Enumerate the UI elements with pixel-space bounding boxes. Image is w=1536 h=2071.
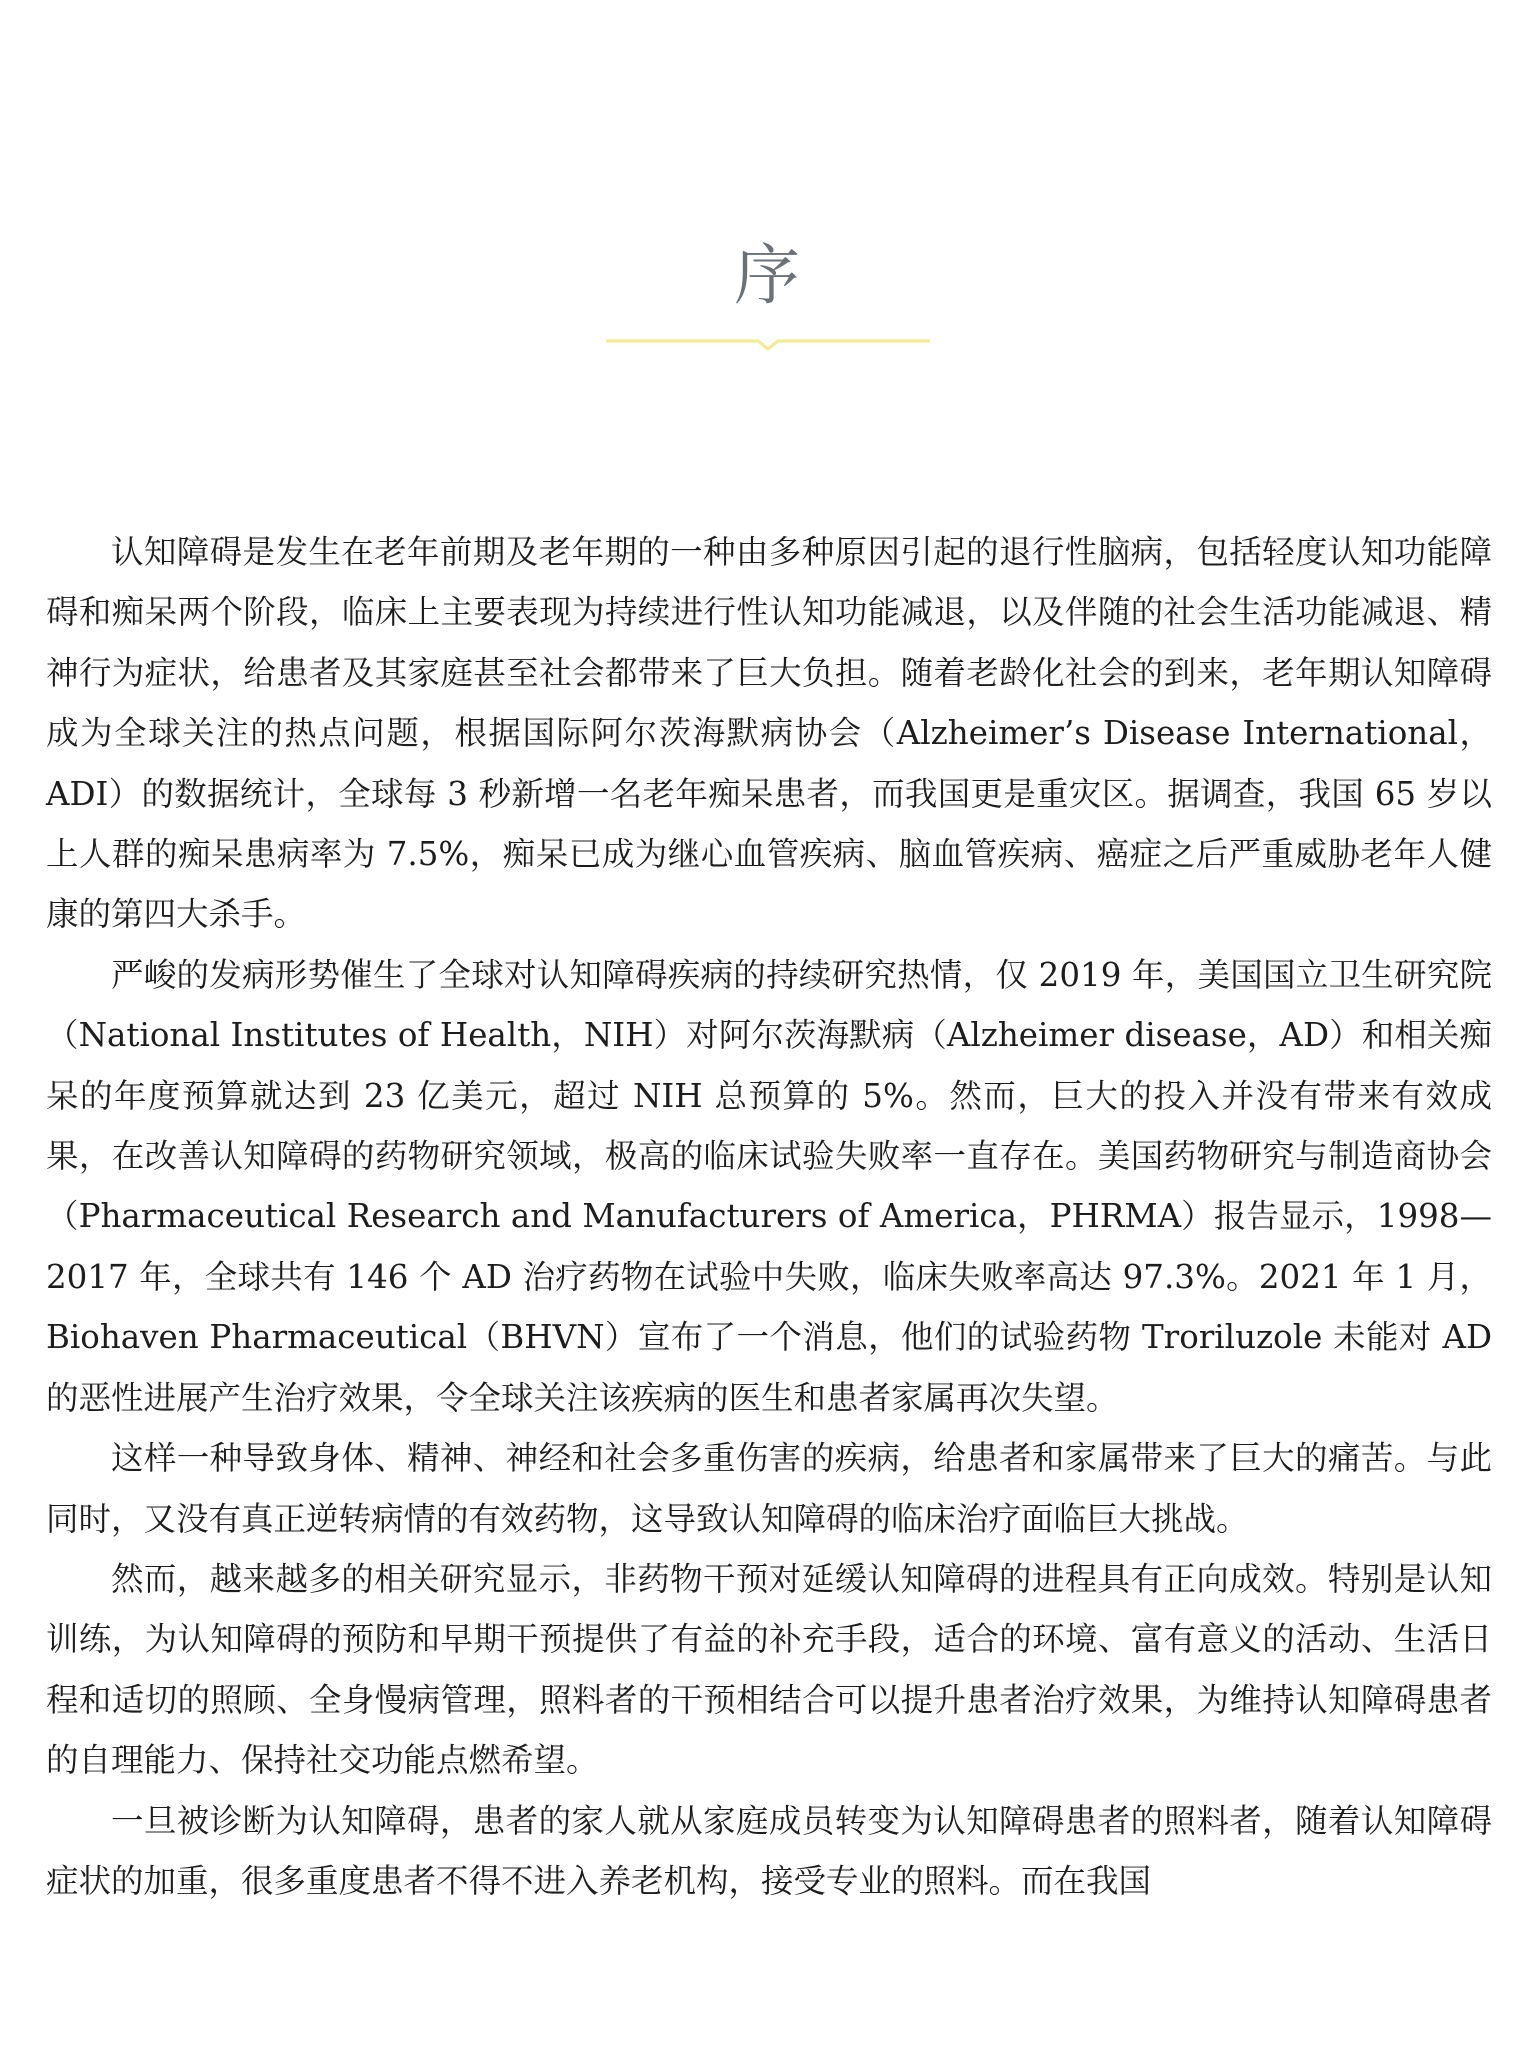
preface-body [46, 522, 1492, 1911]
divider-line [606, 341, 930, 349]
paragraph: 一旦被诊断为认知障碍，患者的家人就从家庭成员转变为认知障碍患者的照料者，随着认知障碍症状的加重，很多重度患者不得不进入养老机构，接受专业的照料。而在我国 [46, 1801, 1492, 1900]
page-title: 序 [734, 237, 802, 314]
paragraph: 这样一种导致身体、精神、神经和社会多重伤害的疾病，给患者和家属带来了巨大的痛苦。与此同时，又没有真正逆转病情的有效药物，这导致认知障碍的临床治疗面临巨大挑战。 [46, 1439, 1492, 1538]
paragraph: 严峻的发病形势催生了全球对认知障碍疾病的持续研究热情，仅 2019 年，美国国立卫生研究院（National Institutes of Health，NIH）对阿尔茨海默病（Alzheimer disease，AD）和相关痴呆的年度预算就达到 23 亿美元，超过 NIH 总预算的 5%。然而，巨大的投入并没有带来有效成果，在改善认知障碍的药物研究领域，极高的临床试验失败率一直存在。美国药物研究与制造商协会（Pharmaceutical Research and Manufacturers of America，PHRMA）报告显示，1998—2017 年，全球共有 146 个 AD 治疗药物在试验中失败，临床失败率高达 97.3%。2021 年 1 月，Biohaven Pharmaceutical（BHVN）宣布了一个消息，他们的试验药物 Troriluzole 未能对 AD 的恶性进展产生治疗效果，令全球关注该疾病的医生和患者家属再次失望。 [46, 955, 1492, 1417]
paragraph: 认知障碍是发生在老年前期及老年期的一种由多种原因引起的退行性脑病，包括轻度认知功能障碍和痴呆两个阶段，临床上主要表现为持续进行性认知功能减退，以及伴随的社会生活功能减退、精神行为症状，给患者及其家庭甚至社会都带来了巨大负担。随着老龄化社会的到来，老年期认知障碍成为全球关注的热点问题，根据国际阿尔茨海默病协会（Alzheimer’s Disease International，ADI）的数据统计，全球每 3 秒新增一名老年痴呆患者，而我国更是重灾区。据调查，我国 65 岁以上人群的痴呆患病率为 7.5%，痴呆已成为继心血管疾病、脑血管疾病、癌症之后严重威胁老年人健康的第四大杀手。 [46, 533, 1492, 934]
paragraph: 然而，越来越多的相关研究显示，非药物干预对延缓认知障碍的进程具有正向成效。特别是认知训练，为认知障碍的预防和早期干预提供了有益的补充手段，适合的环境、富有意义的活动、生活日程和适切的照顾、全身慢病管理，照料者的干预相结合可以提升患者治疗效果，为维持认知障碍患者的自理能力、保持社交功能点燃希望。 [46, 1559, 1492, 1780]
title-divider [606, 325, 930, 355]
